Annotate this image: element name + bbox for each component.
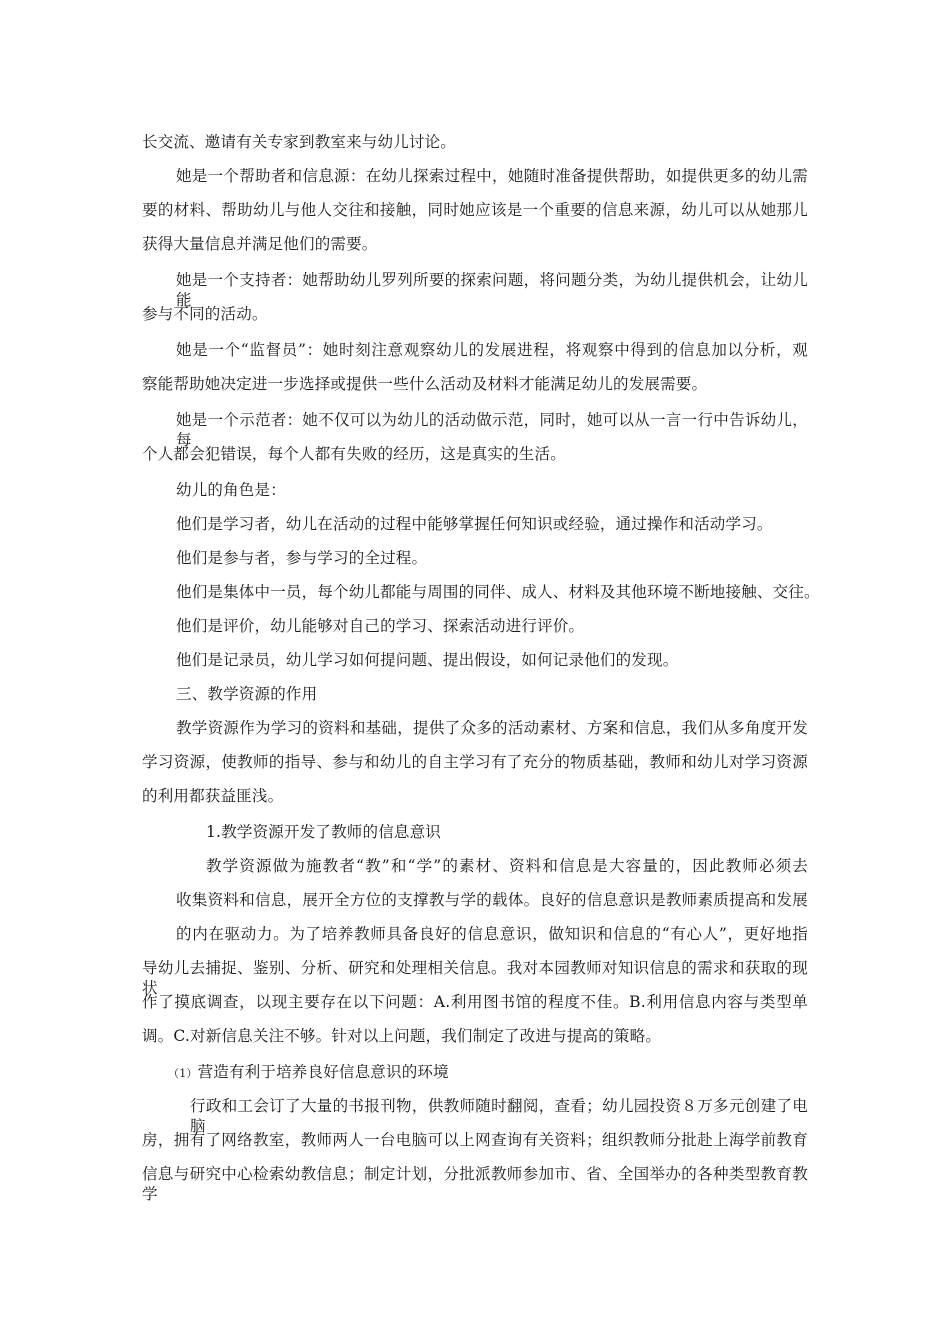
- paragraph-line: 教学资源作为学习的资料和基础，提供了众多的活动素材、方案和信息，我们从多角度开发: [176, 719, 808, 737]
- paragraph-line: 房，拥有了网络教室，教师两人一台电脑可以上网查询有关资料；组织教师分批赴上海学前教育: [142, 1131, 808, 1149]
- paragraph-line: 个人都会犯错误，每个人都有失败的经历，这是真实的生活。: [142, 445, 566, 463]
- paragraph-line: 她是一个支持者：她帮助幼儿罗列所要的探索问题，将问题分类，为幼儿提供机会，让幼儿能: [176, 271, 808, 309]
- paragraph-line: 他们是记录员，幼儿学习如何提问题、提出假设，如何记录他们的发现。: [176, 651, 679, 669]
- paragraph-line: 她是一个帮助者和信息源：在幼儿探索过程中，她随时准备提供帮助，如提供更多的幼儿需: [176, 167, 808, 185]
- paragraph-line: 要的材料、帮助幼儿与他人交往和接触，同时她应该是一个重要的信息来源，幼儿可以从她那儿: [142, 201, 808, 219]
- paragraph-line: 教学资源做为施教者“教”和“学”的素材、资料和信息是大容量的，因此教师必须去: [206, 857, 808, 875]
- paragraph-line: 学习资源，使教师的指导、参与和幼儿的自主学习有了充分的物质基础，教师和幼儿对学习资源: [142, 753, 808, 771]
- paragraph-line: 获得大量信息并满足他们的需要。: [142, 235, 378, 253]
- paragraph-line: 幼儿的角色是：: [176, 481, 286, 499]
- paragraph-line: 信息与研究中心检索幼教信息；制定计划，分批派教师参加市、省、全国举办的各种类型教育教学: [142, 1165, 808, 1203]
- paragraph-line: 她是一个“监督员”：她时刻注意观察幼儿的发展进程，将观察中得到的信息加以分析，观: [176, 341, 808, 359]
- paragraph-line: 导幼儿去捕捉、鉴别、分析、研究和处理相关信息。我对本园教师对知识信息的需求和获取的现状: [142, 959, 808, 997]
- paragraph-line: 的利用都获益匪浅。: [142, 787, 284, 805]
- paragraph-line: 他们是学习者，幼儿在活动的过程中能够掌握任何知识或经验，通过操作和活动学习。: [176, 515, 773, 533]
- paragraph-line: 她是一个示范者：她不仅可以为幼儿的活动做示范，同时，她可以从一言一行中告诉幼儿，每: [176, 411, 808, 449]
- section-heading: 三、教学资源的作用: [176, 685, 318, 703]
- paragraph-line: 他们是评价，幼儿能够对自己的学习、探索活动进行评价。: [176, 617, 585, 635]
- paragraph-line: 参与不同的活动。: [142, 305, 268, 323]
- paragraph-line: 的内在驱动力。为了培养教师具备良好的信息意识，做知识和信息的“有心人”，更好地指: [176, 925, 808, 943]
- paragraph-line: 调。C.对新信息关注不够。针对以上问题，我们制定了改进与提高的策略。: [142, 1027, 662, 1045]
- list-item: [168, 1062, 449, 1084]
- paragraph-line: 他们是参与者，参与学习的全过程。: [176, 549, 428, 567]
- paragraph-line: 察能帮助她决定进一步选择或提供一些什么活动及材料才能满足幼儿的发展需要。: [142, 375, 708, 393]
- list-marker: （1）: [168, 1067, 198, 1080]
- subsection-heading: 1.教学资源开发了教师的信息意识: [206, 823, 441, 841]
- list-item-text: 营造有利于培养良好信息意识的环境: [197, 1063, 449, 1081]
- paragraph-line: 长交流、邀请有关专家到教室来与幼儿讨论。: [142, 133, 457, 151]
- paragraph-line: 收集资料和信息，展开全方位的支撑教与学的载体。良好的信息意识是教师素质提高和发展: [176, 891, 808, 909]
- paragraph-line: 行政和工会订了大量的书报刊物，供教师随时翻阅，查看；幼儿园投资８万多元创建了电脑: [190, 1097, 808, 1135]
- paragraph-line: 他们是集体中一员，每个幼儿都能与周围的同伴、成人、材料及其他环境不断地接触、交往。: [176, 583, 820, 601]
- paragraph-line: 作了摸底调查，以现主要存在以下问题：A.利用图书馆的程度不佳。B.利用信息内容与类型单: [142, 993, 808, 1011]
